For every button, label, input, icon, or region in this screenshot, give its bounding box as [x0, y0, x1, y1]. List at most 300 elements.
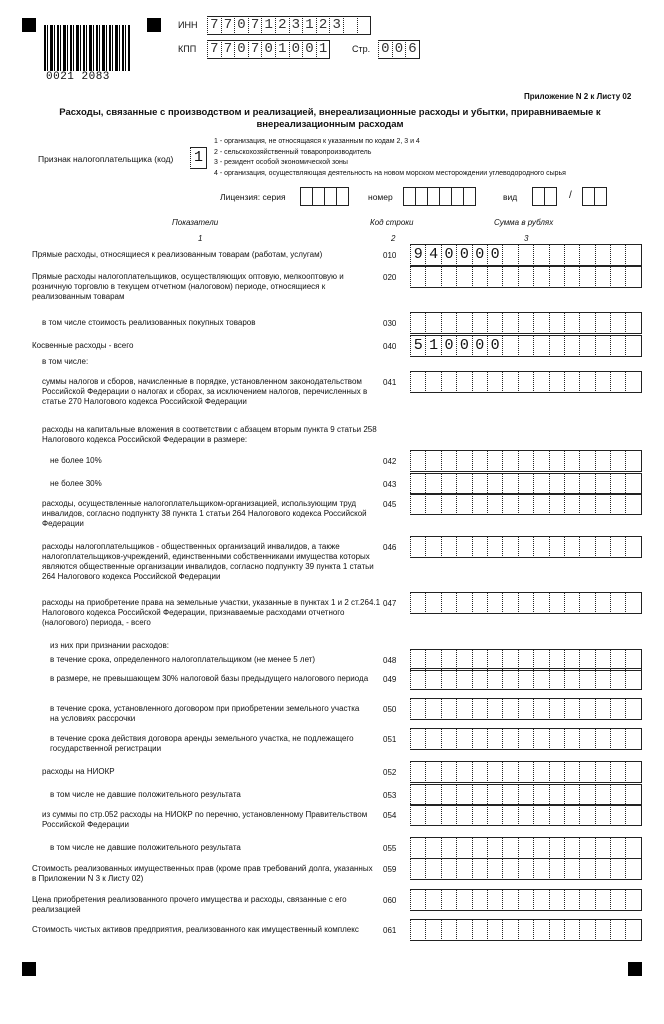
digit-cell — [595, 493, 610, 515]
row-label: Косвенные расходы - всего — [32, 341, 134, 350]
digit-cell — [441, 473, 456, 495]
sum-field-045[interactable] — [410, 493, 642, 515]
digit-cell — [518, 919, 533, 941]
digit-cell: 3 — [329, 16, 343, 35]
row-label: в течение срока действия договора аренды земельного участка, не подлежащего государственной регистрации — [50, 734, 354, 753]
page-cells[interactable] — [378, 40, 420, 59]
kpp-label: КПП — [178, 44, 197, 54]
digit-cell — [625, 244, 640, 266]
digit-cell — [502, 858, 517, 880]
sum-field-059[interactable] — [410, 858, 642, 880]
digit-cell — [502, 312, 517, 334]
digit-cell — [472, 858, 487, 880]
digit-cell: 0 — [487, 244, 502, 266]
digit-cell — [425, 889, 440, 911]
row-label: расходы на приобретение права на земельные участки, указанные в пунктах 1 и 2 ст.264.1 Налогового кодекса Российской Федерации, признаваемые расходами отчетного (налогового) периода, - всего — [42, 598, 381, 627]
sum-field-030[interactable] — [410, 312, 642, 334]
digit-cell — [456, 698, 471, 720]
digit-cell — [502, 450, 517, 472]
digit-cell — [579, 312, 594, 334]
row-label: не более 10% — [50, 456, 102, 465]
row-code: 046 — [383, 543, 397, 552]
digit-cell — [533, 698, 548, 720]
sum-field-047[interactable] — [410, 592, 642, 614]
digit-cell — [518, 668, 533, 690]
digit-cell — [595, 858, 610, 880]
digit-cell — [518, 244, 533, 266]
digit-cell — [502, 668, 517, 690]
appendix-label: Приложение N 2 к Листу 02 — [524, 92, 632, 101]
digit-cell — [518, 450, 533, 472]
barcode-number: 0021 2083 — [46, 71, 110, 83]
digit-cell — [456, 668, 471, 690]
digit-cell — [518, 698, 533, 720]
barcode — [44, 25, 130, 71]
digit-cell — [579, 371, 594, 393]
sum-field-040[interactable] — [410, 335, 642, 357]
sum-field-043[interactable] — [410, 473, 642, 495]
digit-cell — [425, 728, 440, 750]
digit-cell — [487, 493, 502, 515]
digit-cell — [610, 592, 625, 614]
digit-cell: 0 — [441, 335, 456, 357]
digit-cell — [595, 473, 610, 495]
digit-cell: 5 — [410, 335, 425, 357]
digit-cell — [441, 889, 456, 911]
digit-cell — [595, 784, 610, 806]
digit-cell — [487, 919, 502, 941]
digit-cell — [472, 312, 487, 334]
digit-cell — [610, 244, 625, 266]
row-label: в течение срока, определенного налогоплательщиком (не менее 5 лет) — [50, 655, 316, 664]
digit-cell — [518, 858, 533, 880]
row-code: 042 — [383, 457, 397, 466]
digit-cell — [533, 668, 548, 690]
digit-cell — [549, 837, 564, 859]
digit-cell — [625, 473, 640, 495]
digit-cell — [533, 592, 548, 614]
taxpayer-code-cell[interactable] — [190, 147, 207, 169]
digit-cell — [533, 784, 548, 806]
digit-cell — [595, 919, 610, 941]
digit-cell: 1 — [261, 16, 275, 35]
digit-cell — [625, 493, 640, 515]
digit-cell — [472, 473, 487, 495]
digit-cell — [472, 450, 487, 472]
row-code: 050 — [383, 705, 397, 714]
digit-cell — [472, 592, 487, 614]
digit-cell — [564, 335, 579, 357]
digit-cell — [487, 668, 502, 690]
row-code: 048 — [383, 656, 397, 665]
digit-cell — [625, 592, 640, 614]
digit-cell — [579, 592, 594, 614]
digit-cell — [610, 493, 625, 515]
kpp-cells[interactable] — [207, 40, 330, 59]
digit-cell — [595, 335, 610, 357]
digit-cell — [441, 698, 456, 720]
digit-cell — [595, 592, 610, 614]
digit-cell — [549, 266, 564, 288]
col-header-indicators: Показатели — [172, 218, 219, 227]
digit-cell — [564, 371, 579, 393]
digit-cell — [425, 450, 440, 472]
digit-cell — [425, 536, 440, 558]
digit-cell — [487, 889, 502, 911]
digit-cell — [487, 728, 502, 750]
taxpayer-label: Признак налогоплательщика (код) — [38, 154, 174, 164]
row-label: Стоимость реализованных имущественных прав (кроме прав требований долга, указанных в Приложении N 3 к Листу 02) — [32, 864, 373, 883]
digit-cell — [472, 266, 487, 288]
digit-cell — [518, 335, 533, 357]
digit-cell — [610, 784, 625, 806]
sum-field-060[interactable] — [410, 889, 642, 911]
digit-cell — [533, 858, 548, 880]
digit-cell: 0 — [234, 40, 248, 59]
sum-field-049[interactable] — [410, 668, 642, 690]
digit-cell — [625, 728, 640, 750]
digit-cell — [533, 837, 548, 859]
digit-cell — [610, 536, 625, 558]
digit-cell: 1 — [302, 16, 316, 35]
digit-cell — [625, 858, 640, 880]
row-label: Цена приобретения реализованного прочего имущества и расходы, связанные с его реализацией — [32, 895, 347, 914]
page-label: Стр. — [352, 44, 371, 54]
sum-field-061[interactable] — [410, 919, 642, 941]
digit-cell — [533, 473, 548, 495]
digit-cell — [410, 858, 425, 880]
digit-cell — [425, 371, 440, 393]
digit-cell — [441, 858, 456, 880]
digit-cell — [410, 919, 425, 941]
digit-cell — [625, 698, 640, 720]
digit-cell — [487, 592, 502, 614]
digit-cell — [456, 919, 471, 941]
digit-cell — [595, 244, 610, 266]
digit-cell — [579, 804, 594, 826]
digit-cell — [549, 244, 564, 266]
row-code: 040 — [383, 342, 397, 351]
digit-cell: 4 — [425, 244, 440, 266]
digit-cell — [518, 784, 533, 806]
digit-cell — [595, 450, 610, 472]
digit-cell — [579, 761, 594, 783]
digit-cell: 3 — [289, 16, 303, 35]
digit-cell — [549, 761, 564, 783]
row-code: 043 — [383, 480, 397, 489]
digit-cell — [549, 804, 564, 826]
digit-cell: 0 — [472, 244, 487, 266]
digit-cell — [487, 804, 502, 826]
row-code: 051 — [383, 735, 397, 744]
digit-cell — [564, 804, 579, 826]
digit-cell: 9 — [410, 244, 425, 266]
digit-cell — [425, 804, 440, 826]
digit-cell — [410, 668, 425, 690]
digit-cell — [441, 837, 456, 859]
digit-cell — [425, 493, 440, 515]
digit-cell — [456, 450, 471, 472]
row-label: Прямые расходы, относящиеся к реализованным товарам (работам, услугам) — [32, 250, 323, 259]
digit-cell — [533, 889, 548, 911]
digit-cell — [518, 728, 533, 750]
digit-cell — [533, 493, 548, 515]
digit-cell — [410, 728, 425, 750]
row-code: 041 — [383, 378, 397, 387]
digit-cell — [518, 536, 533, 558]
digit-cell: 0 — [378, 40, 392, 59]
digit-cell — [425, 312, 440, 334]
sum-field-054[interactable] — [410, 804, 642, 826]
digit-cell — [579, 698, 594, 720]
license-number-label: номер — [368, 192, 393, 202]
digit-cell — [425, 266, 440, 288]
row-label: Стоимость чистых активов предприятия, реализованного как имущественный комплекс — [32, 925, 359, 934]
digit-cell — [579, 889, 594, 911]
digit-cell — [564, 244, 579, 266]
row-code: 052 — [383, 768, 397, 777]
row-label: в том числе не давшие положительного результата — [50, 790, 241, 799]
digit-cell — [410, 266, 425, 288]
digit-cell — [502, 536, 517, 558]
row-label: из них при признании расходов: — [50, 641, 169, 650]
digit-cell — [472, 493, 487, 515]
digit-cell — [518, 473, 533, 495]
digit-cell — [625, 784, 640, 806]
digit-cell — [564, 473, 579, 495]
license-number-cells[interactable] — [403, 187, 476, 206]
digit-cell: 1 — [316, 40, 330, 59]
digit-cell — [610, 371, 625, 393]
digit-cell — [441, 592, 456, 614]
digit-cell — [595, 889, 610, 911]
digit-cell — [456, 473, 471, 495]
digit-cell — [549, 784, 564, 806]
license-type-cells-b[interactable] — [582, 187, 607, 206]
digit-cell — [472, 761, 487, 783]
digit-cell — [456, 592, 471, 614]
digit-cell — [410, 804, 425, 826]
digit-cell — [425, 698, 440, 720]
digit-cell — [518, 493, 533, 515]
digit-cell — [487, 312, 502, 334]
digit-cell — [472, 804, 487, 826]
digit-cell — [441, 493, 456, 515]
row-label: из суммы по стр.052 расходы на НИОКР по перечню, установленному Правительством Российской Федерации — [42, 810, 368, 829]
digit-cell: 0 — [289, 40, 303, 59]
digit-cell — [518, 312, 533, 334]
digit-cell: 7 — [221, 16, 235, 35]
digit-cell — [472, 889, 487, 911]
digit-cell: 1 — [275, 40, 289, 59]
digit-cell — [533, 804, 548, 826]
digit-cell: 0 — [302, 40, 316, 59]
digit-cell — [610, 858, 625, 880]
digit-cell — [410, 312, 425, 334]
digit-cell — [610, 889, 625, 911]
digit-cell — [564, 266, 579, 288]
corner-marker-bottom-right — [628, 962, 642, 976]
row-label: расходы, осуществленные налогоплательщиком-организацией, использующим труд инвалидов, согласно подпункту 38 пункта 1 статьи 264 Налогового кодекса Российской Федерации — [42, 499, 367, 528]
digit-cell — [595, 536, 610, 558]
license-type-cells-a[interactable] — [532, 187, 557, 206]
digit-cell — [595, 761, 610, 783]
digit-cell — [564, 668, 579, 690]
col-header-sum: Сумма в рублях — [494, 218, 554, 227]
digit-cell — [425, 668, 440, 690]
row-label: в размере, не превышающем 30% налоговой базы предыдущего налогового периода — [50, 674, 369, 683]
sum-field-051[interactable] — [410, 728, 642, 750]
digit-cell — [487, 698, 502, 720]
digit-cell — [549, 592, 564, 614]
digit-cell — [441, 919, 456, 941]
sum-field-053[interactable] — [410, 784, 642, 806]
sum-field-020[interactable] — [410, 266, 642, 288]
digit-cell — [425, 919, 440, 941]
inn-cells[interactable] — [207, 16, 371, 35]
digit-cell: 2 — [316, 16, 330, 35]
digit-cell — [502, 784, 517, 806]
digit-cell — [625, 889, 640, 911]
digit-cell — [410, 493, 425, 515]
digit-cell — [564, 698, 579, 720]
row-label: расходы налогоплательщиков - общественных организаций инвалидов, а также налогоплательщиков-учреждений, единственными собственниками имущества которых являются общественные организации инвалидов, согласно подпункту 39 пункта 1 статьи 264 Налогового кодекса Российской Федерации — [42, 542, 374, 581]
digit-cell — [610, 266, 625, 288]
sum-field-050[interactable] — [410, 698, 642, 720]
row-code: 020 — [383, 273, 397, 282]
digit-cell — [456, 784, 471, 806]
row-label: суммы налогов и сборов, начисленные в порядке, установленном законодательством Российской Федерации о налогах и сборах, за исключением налогов, перечисленных в статье 270 Налогового кодекса Российской Федерации — [42, 377, 368, 406]
digit-cell — [456, 266, 471, 288]
inn-label: ИНН — [178, 20, 198, 30]
col-number-1: 1 — [198, 234, 203, 243]
digit-cell — [425, 761, 440, 783]
digit-cell: 7 — [221, 40, 235, 59]
digit-cell — [502, 473, 517, 495]
row-code: 061 — [383, 926, 397, 935]
digit-cell — [564, 450, 579, 472]
digit-cell: 0 — [261, 40, 275, 59]
digit-cell — [549, 493, 564, 515]
digit-cell — [456, 493, 471, 515]
digit-cell — [564, 536, 579, 558]
digit-cell — [564, 784, 579, 806]
digit-cell — [410, 371, 425, 393]
digit-cell — [625, 371, 640, 393]
digit-cell — [487, 858, 502, 880]
digit-cell — [487, 473, 502, 495]
license-series-cells[interactable] — [300, 187, 349, 206]
digit-cell — [441, 266, 456, 288]
digit-cell: 0 — [441, 244, 456, 266]
digit-cell — [625, 837, 640, 859]
digit-cell — [487, 266, 502, 288]
corner-marker-top-left — [22, 18, 36, 32]
digit-cell — [625, 919, 640, 941]
digit-cell — [579, 919, 594, 941]
digit-cell — [502, 889, 517, 911]
sum-field-041[interactable] — [410, 371, 642, 393]
row-code: 060 — [383, 896, 397, 905]
digit-cell — [533, 335, 548, 357]
taxpayer-option: 4 - организация, осуществляющая деятельность на новом морском месторождении углеводородного сырья — [214, 169, 566, 177]
license-type-label: вид — [503, 192, 518, 202]
row-label: Прямые расходы налогоплательщиков, осуществляющих оптовую, мелкооптовую и розничную торговлю в текущем отчетном (налоговом) периоде, относящиеся к реализованным товарам — [32, 272, 344, 301]
digit-cell — [579, 668, 594, 690]
digit-cell — [410, 698, 425, 720]
digit-cell — [487, 784, 502, 806]
digit-cell — [425, 858, 440, 880]
digit-cell — [533, 266, 548, 288]
digit-cell — [502, 761, 517, 783]
digit-cell — [533, 371, 548, 393]
sum-field-042[interactable] — [410, 450, 642, 472]
digit-cell — [533, 919, 548, 941]
digit-cell — [595, 837, 610, 859]
digit-cell — [579, 728, 594, 750]
digit-cell — [579, 858, 594, 880]
digit-cell — [441, 784, 456, 806]
digit-cell — [610, 761, 625, 783]
digit-cell — [595, 728, 610, 750]
digit-cell — [502, 919, 517, 941]
digit-cell — [425, 592, 440, 614]
digit-cell — [549, 536, 564, 558]
col-header-code: Код строки — [370, 218, 414, 227]
taxpayer-option: 3 - резидент особой экономической зоны — [214, 159, 348, 166]
digit-cell — [410, 889, 425, 911]
digit-cell — [441, 728, 456, 750]
digit-cell — [441, 668, 456, 690]
digit-cell — [518, 592, 533, 614]
digit-cell — [410, 592, 425, 614]
digit-cell — [441, 450, 456, 472]
digit-cell — [549, 698, 564, 720]
digit-cell — [410, 837, 425, 859]
row-code: 047 — [383, 599, 397, 608]
digit-cell — [564, 889, 579, 911]
row-code: 030 — [383, 319, 397, 328]
row-code: 053 — [383, 791, 397, 800]
digit-cell — [579, 335, 594, 357]
taxpayer-options — [214, 137, 566, 179]
row-code: 010 — [383, 251, 397, 260]
digit-cell — [487, 837, 502, 859]
digit-cell — [502, 837, 517, 859]
digit-cell — [441, 761, 456, 783]
digit-cell — [502, 698, 517, 720]
row-label: не более 30% — [50, 479, 102, 488]
digit-cell — [487, 761, 502, 783]
sum-field-055[interactable] — [410, 837, 642, 859]
digit-cell — [564, 858, 579, 880]
license-slash: / — [569, 190, 572, 201]
row-code: 055 — [383, 844, 397, 853]
taxpayer-code-value: 1 — [190, 147, 206, 169]
page-title: Расходы, связанные с производством и реализацией, внереализационные расходы и убытки, приравниваемые к внереализационным расходам — [59, 107, 601, 130]
digit-cell — [549, 473, 564, 495]
sum-field-052[interactable] — [410, 761, 642, 783]
sum-field-046[interactable] — [410, 536, 642, 558]
digit-cell — [456, 889, 471, 911]
sum-field-010[interactable] — [410, 244, 642, 266]
digit-cell: 2 — [275, 16, 289, 35]
digit-cell — [595, 698, 610, 720]
digit-cell — [410, 784, 425, 806]
digit-cell — [410, 450, 425, 472]
digit-cell — [518, 266, 533, 288]
digit-cell — [518, 889, 533, 911]
